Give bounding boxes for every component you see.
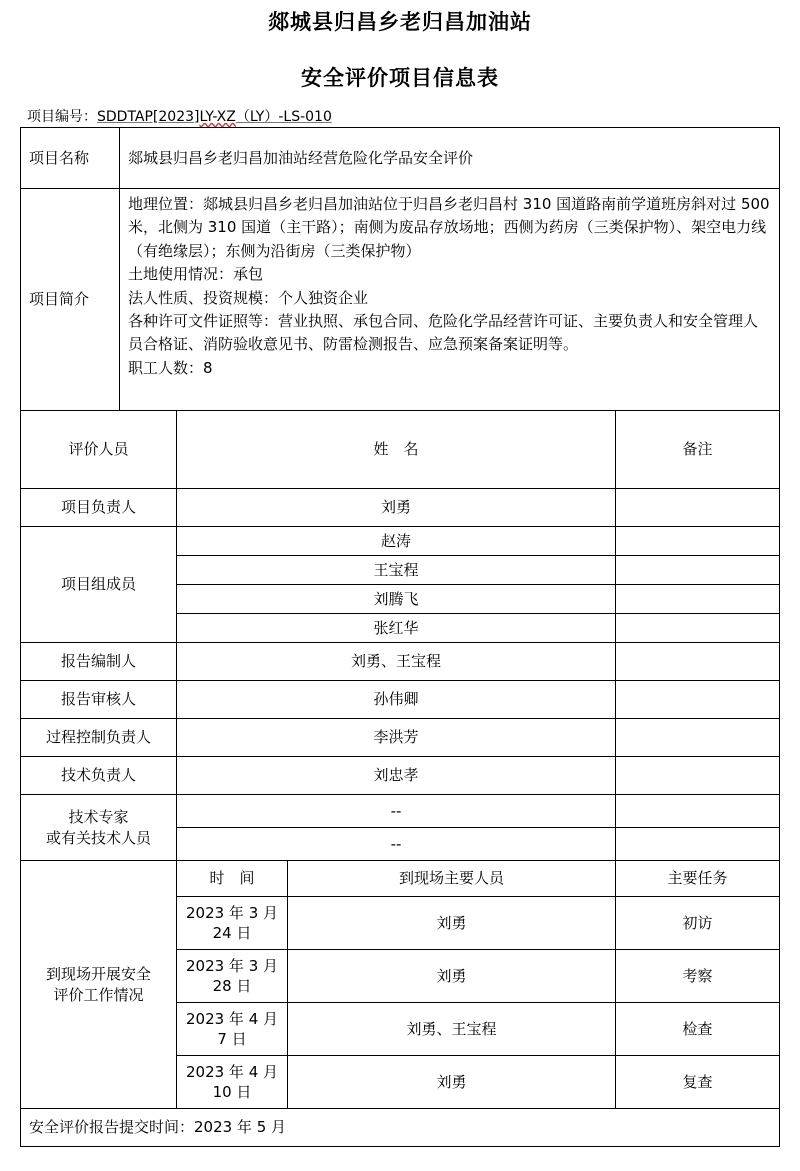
experts-label xyxy=(21,795,177,861)
member-note xyxy=(616,556,780,585)
member-name: 赵涛 xyxy=(177,527,616,556)
visit-task: 检查 xyxy=(616,1003,780,1056)
member-name: 张红华 xyxy=(177,614,616,643)
visit-date-line2: 10 日 xyxy=(212,1083,252,1101)
project-number-label: 项目编号： xyxy=(27,109,97,125)
visit-date-line1: 2023 年 4 月 xyxy=(185,1009,279,1028)
info-table xyxy=(20,127,780,1147)
project-number xyxy=(27,106,332,126)
visit-date-line1: 2023 年 3 月 xyxy=(185,956,279,975)
tech-lead-label: 技术负责人 xyxy=(21,757,177,795)
members-label: 项目组成员 xyxy=(21,527,177,643)
visit-task: 考察 xyxy=(616,950,780,1003)
leader-note xyxy=(616,489,780,527)
visit-date-line2: 28 日 xyxy=(212,977,252,995)
project-intro-label: 项目简介 xyxy=(21,189,120,411)
visits-label-line1: 到现场开展安全 xyxy=(45,965,151,984)
expert-row xyxy=(21,795,780,828)
expert-note xyxy=(616,795,780,828)
reviewer-label: 报告审核人 xyxy=(21,681,177,719)
member-name: 王宝程 xyxy=(177,556,616,585)
compiler-note xyxy=(616,643,780,681)
col-task-header: 主要任务 xyxy=(616,861,780,897)
intro-permits: 各种许可文件证照等：营业执照、承包合同、危险化学品经营许可证、主要负责人和安全管理人员合格证、消防验收意见书、防雷检测报告、应急预案备案证明等。 xyxy=(128,311,759,354)
col-note-header: 备注 xyxy=(616,411,780,489)
submit-time: 安全评价报告提交时间：2023 年 5 月 xyxy=(21,1109,780,1147)
project-number-suffix: （LY）-LS-010 xyxy=(235,109,332,125)
visit-people: 刘勇 xyxy=(288,950,616,1003)
member-note xyxy=(616,527,780,556)
visit-people: 刘勇、王宝程 xyxy=(288,1003,616,1056)
project-name-value: 郯城县归昌乡老归昌加油站经营危险化学品安全评价 xyxy=(120,128,780,189)
project-name-label: 项目名称 xyxy=(21,128,120,189)
tech-lead-row xyxy=(21,757,780,795)
intro-legal-nature: 法人性质、投资规模：个人独资企业 xyxy=(128,288,369,307)
visit-date xyxy=(177,1056,288,1109)
visit-date-line2: 24 日 xyxy=(212,924,252,942)
reviewer-note xyxy=(616,681,780,719)
personnel-header-row xyxy=(21,411,780,489)
compiler-name: 刘勇、王宝程 xyxy=(177,643,616,681)
visit-date-line1: 2023 年 3 月 xyxy=(185,903,279,922)
project-intro-content xyxy=(120,189,780,411)
visit-date xyxy=(177,1003,288,1056)
col-name-header: 姓 名 xyxy=(177,411,616,489)
process-control-label: 过程控制负责人 xyxy=(21,719,177,757)
leader-name: 刘勇 xyxy=(177,489,616,527)
col-role-header: 评价人员 xyxy=(21,411,177,489)
process-control-row xyxy=(21,719,780,757)
member-row xyxy=(21,527,780,556)
visit-date xyxy=(177,950,288,1003)
intro-location: 地理位置：郯城县归昌乡老归昌加油站位于归昌乡老归昌村 310 国道路南前学道班房斜对过 500 米，北侧为 310 国道（主干路）；南侧为废品存放场地；西侧为药房（三类保护物）、架空电力线（有绝缘层）；东侧为沿街房（三类保护物） xyxy=(128,195,770,260)
visit-task: 初访 xyxy=(616,897,780,950)
process-control-note xyxy=(616,719,780,757)
compiler-label: 报告编制人 xyxy=(21,643,177,681)
expert-name: -- xyxy=(177,828,616,861)
submit-row xyxy=(21,1109,780,1147)
tech-lead-name: 刘忠孝 xyxy=(177,757,616,795)
leader-row xyxy=(21,489,780,527)
document-subtitle: 安全评价项目信息表 xyxy=(301,66,499,90)
visit-date-line1: 2023 年 4 月 xyxy=(185,1062,279,1081)
col-people-header: 到现场主要人员 xyxy=(288,861,616,897)
reviewer-name: 孙伟卿 xyxy=(177,681,616,719)
reviewer-row xyxy=(21,681,780,719)
intro-staff-count: 职工人数：8 xyxy=(128,358,213,377)
visit-date-line2: 7 日 xyxy=(217,1030,247,1048)
experts-label-line1: 技术专家 xyxy=(68,808,129,827)
member-note xyxy=(616,585,780,614)
project-intro-row xyxy=(21,189,780,411)
experts-label-line2: 或有关技术人员 xyxy=(45,828,151,847)
expert-note xyxy=(616,828,780,861)
visit-people: 刘勇 xyxy=(288,1056,616,1109)
member-name: 刘腾飞 xyxy=(177,585,616,614)
compiler-row xyxy=(21,643,780,681)
visit-task: 复查 xyxy=(616,1056,780,1109)
visits-label xyxy=(21,861,177,1109)
visits-header-row xyxy=(21,861,780,897)
member-note xyxy=(616,614,780,643)
visit-people: 刘勇 xyxy=(288,897,616,950)
process-control-name: 李洪芳 xyxy=(177,719,616,757)
project-name-row xyxy=(21,128,780,189)
intro-land-use: 土地使用情况：承包 xyxy=(128,265,264,284)
col-time-header: 时 间 xyxy=(177,861,288,897)
document-title: 郯城县归昌乡老归昌加油站 xyxy=(268,10,532,34)
leader-label: 项目负责人 xyxy=(21,489,177,527)
project-number-prefix: SDDTAP[2023] xyxy=(97,109,200,125)
visits-label-line2: 评价工作情况 xyxy=(53,985,144,1004)
expert-name: -- xyxy=(177,795,616,828)
visit-date xyxy=(177,897,288,950)
project-number-mid: LY-XZ xyxy=(199,109,236,125)
tech-lead-note xyxy=(616,757,780,795)
